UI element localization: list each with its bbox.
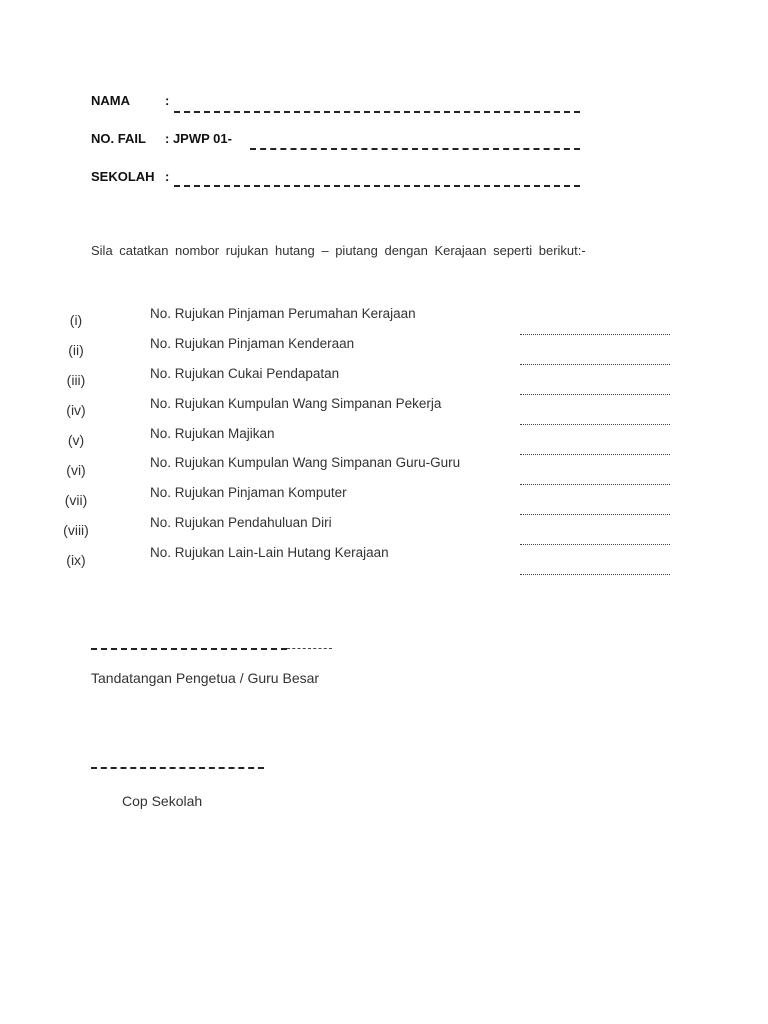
fail-label: NO. FAIL: [91, 131, 146, 146]
item-label: No. Rujukan Pendahuluan Diri: [150, 515, 332, 530]
item-answer-field[interactable]: [520, 484, 670, 485]
item-label: No. Rujukan Kumpulan Wang Simpanan Pekerja: [150, 396, 442, 411]
fail-prefix: : JPWP 01-: [165, 131, 232, 146]
item-answer-field[interactable]: [520, 454, 670, 455]
stamp-line[interactable]: [91, 767, 264, 769]
principal-signature-line-tail: [287, 648, 332, 649]
nama-field[interactable]: [174, 111, 580, 113]
instruction-text: Sila catatkan nombor rujukan hutang – piutang dengan Kerajaan seperti berikut:-: [91, 243, 586, 258]
item-label: No. Rujukan Pinjaman Komputer: [150, 485, 347, 500]
item-answer-field[interactable]: [520, 364, 670, 365]
item-number: (viii): [63, 522, 89, 538]
item-number: (ix): [66, 552, 86, 568]
nama-label: NAMA: [91, 93, 130, 108]
item-answer-field[interactable]: [520, 514, 670, 515]
principal-signature-line[interactable]: [91, 648, 287, 650]
item-answer-field[interactable]: [520, 394, 670, 395]
item-label: No. Rujukan Majikan: [150, 426, 275, 441]
item-number: (ii): [68, 342, 84, 358]
item-number: (v): [67, 432, 85, 448]
item-answer-field[interactable]: [520, 544, 670, 545]
item-number: (vii): [64, 492, 88, 508]
item-answer-field[interactable]: [520, 334, 670, 335]
sekolah-label: SEKOLAH: [91, 169, 155, 184]
sekolah-colon: :: [165, 169, 170, 184]
item-label: No. Rujukan Lain-Lain Hutang Kerajaan: [150, 545, 389, 560]
item-label: No. Rujukan Pinjaman Kenderaan: [150, 336, 355, 351]
stamp-label: Cop Sekolah: [122, 793, 203, 809]
item-answer-field[interactable]: [520, 424, 670, 425]
principal-signature-label: Tandatangan Pengetua / Guru Besar: [91, 670, 320, 686]
nama-colon: :: [165, 93, 170, 108]
item-label: No. Rujukan Pinjaman Perumahan Kerajaan: [150, 306, 416, 321]
item-number: (vi): [66, 462, 86, 478]
item-number: (iv): [66, 402, 86, 418]
item-number: (iii): [66, 372, 86, 388]
fail-field[interactable]: [250, 148, 580, 150]
item-label: No. Rujukan Kumpulan Wang Simpanan Guru-Guru: [150, 455, 461, 470]
item-answer-field[interactable]: [520, 574, 670, 575]
item-label: No. Rujukan Cukai Pendapatan: [150, 366, 340, 381]
item-number: (i): [69, 312, 83, 328]
sekolah-field[interactable]: [174, 185, 580, 187]
